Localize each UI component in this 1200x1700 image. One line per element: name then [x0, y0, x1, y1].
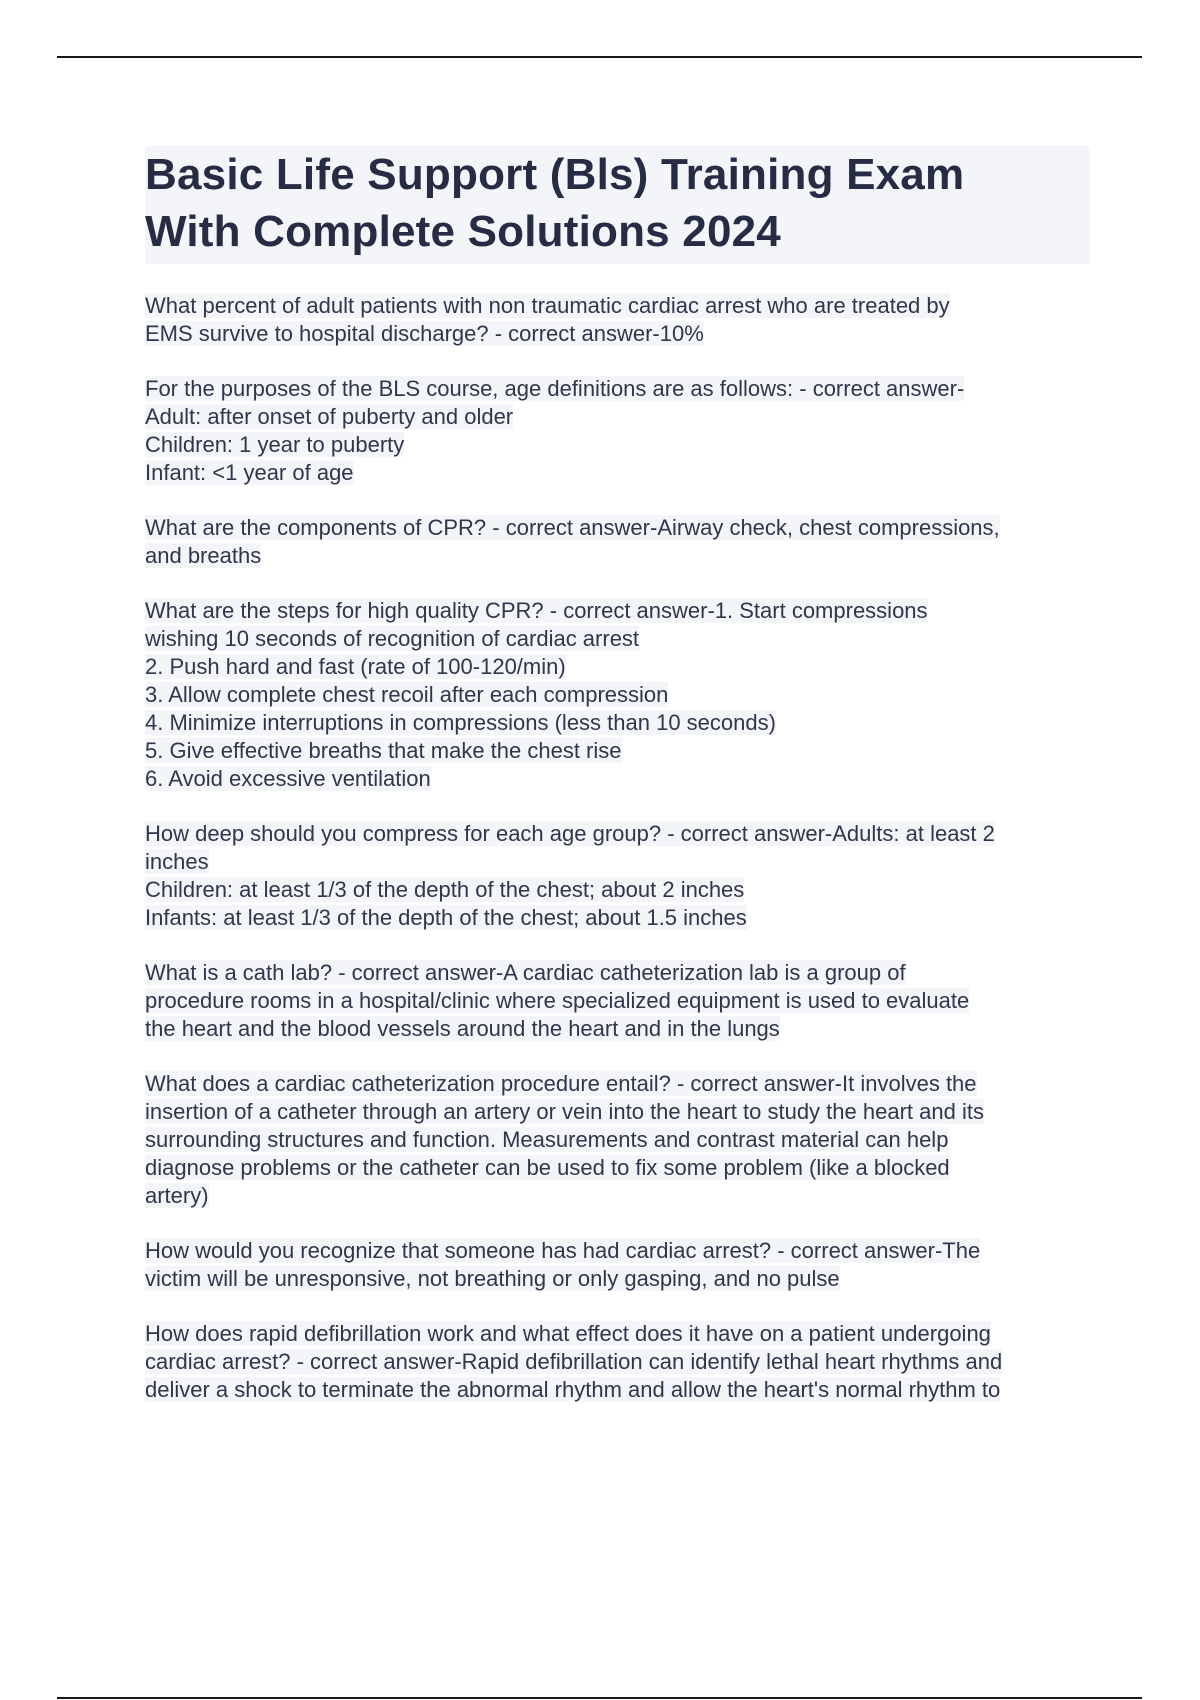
- qa-line: [145, 1070, 1090, 1098]
- qa-line: [145, 597, 1090, 625]
- qa-line: [145, 1265, 1090, 1293]
- qa-item: [145, 514, 1090, 570]
- bottom-rule: [57, 1697, 1142, 1699]
- qa-line-text: the heart and the blood vessels around the heart and in the lungs: [145, 1016, 780, 1041]
- qa-line-text: For the purposes of the BLS course, age definitions are as follows: - correct answer-: [145, 376, 965, 401]
- qa-line-text: 5. Give effective breaths that make the chest rise: [145, 738, 622, 763]
- qa-line: [145, 1237, 1090, 1265]
- qa-line-text: How deep should you compress for each age group? - correct answer-Adults: at least 2: [145, 821, 995, 846]
- qa-line: [145, 320, 1090, 348]
- qa-line: [145, 292, 1090, 320]
- qa-line: [145, 1015, 1090, 1043]
- qa-line-text: Infant: <1 year of age: [145, 460, 354, 485]
- qa-line-text: How would you recognize that someone has had cardiac arrest? - correct answer-The: [145, 1238, 981, 1263]
- qa-line: [145, 959, 1090, 987]
- qa-line: [145, 709, 1090, 737]
- qa-line: [145, 375, 1090, 403]
- qa-item: [145, 820, 1090, 932]
- qa-line: [145, 1348, 1090, 1376]
- qa-line-text: How does rapid defibrillation work and what effect does it have on a patient undergoing: [145, 1321, 991, 1346]
- qa-line-text: Children: at least 1/3 of the depth of the chest; about 2 inches: [145, 877, 745, 902]
- qa-item: [145, 1237, 1090, 1293]
- qa-line: [145, 737, 1090, 765]
- qa-line-text: inches: [145, 849, 209, 874]
- qa-line: [145, 1182, 1090, 1210]
- qa-line-text: and breaths: [145, 543, 262, 568]
- qa-line: [145, 1126, 1090, 1154]
- qa-line-text: EMS survive to hospital discharge? - correct answer-10%: [145, 321, 704, 346]
- qa-line-text: 3. Allow complete chest recoil after each compression: [145, 682, 669, 707]
- qa-line: [145, 542, 1090, 570]
- qa-line-text: Children: 1 year to puberty: [145, 432, 405, 457]
- qa-line: [145, 1320, 1090, 1348]
- qa-item: [145, 959, 1090, 1043]
- qa-line: [145, 876, 1090, 904]
- document-body: [145, 146, 1090, 1431]
- qa-item: [145, 1070, 1090, 1210]
- qa-line: [145, 987, 1090, 1015]
- qa-line: [145, 1098, 1090, 1126]
- qa-line-text: Infants: at least 1/3 of the depth of the chest; about 1.5 inches: [145, 905, 747, 930]
- qa-line: [145, 653, 1090, 681]
- qa-line-text: deliver a shock to terminate the abnormal rhythm and allow the heart's normal rhythm to: [145, 1377, 1001, 1402]
- qa-line-text: What is a cath lab? - correct answer-A cardiac catheterization lab is a group of: [145, 960, 906, 985]
- qa-line-text: cardiac arrest? - correct answer-Rapid defibrillation can identify lethal heart rhythms and: [145, 1349, 1003, 1374]
- top-rule: [57, 56, 1142, 58]
- qa-line-text: victim will be unresponsive, not breathing or only gasping, and no pulse: [145, 1266, 840, 1291]
- qa-line-text: 2. Push hard and fast (rate of 100-120/min): [145, 654, 566, 679]
- qa-line: [145, 1154, 1090, 1182]
- title-line: Basic Life Support (Bls) Training Exam: [145, 150, 965, 199]
- qa-line: [145, 459, 1090, 487]
- qa-line: [145, 765, 1090, 793]
- qa-item: [145, 292, 1090, 348]
- qa-line-text: diagnose problems or the catheter can be used to fix some problem (like a blocked: [145, 1155, 950, 1180]
- qa-line-text: artery): [145, 1183, 209, 1208]
- qa-line: [145, 514, 1090, 542]
- qa-line-text: surrounding structures and function. Measurements and contrast material can help: [145, 1127, 949, 1152]
- qa-line-text: wishing 10 seconds of recognition of cardiac arrest: [145, 626, 640, 651]
- qa-line-text: What does a cardiac catheterization procedure entail? - correct answer-It involves the: [145, 1071, 977, 1096]
- qa-line: [145, 848, 1090, 876]
- document-title: [145, 146, 1090, 264]
- qa-line: [145, 625, 1090, 653]
- qa-line-text: What are the components of CPR? - correct answer-Airway check, chest compressions,: [145, 515, 1000, 540]
- title-line: With Complete Solutions 2024: [145, 207, 781, 256]
- qa-line: [145, 1376, 1090, 1404]
- qa-line: [145, 681, 1090, 709]
- qa-line: [145, 403, 1090, 431]
- qa-line: [145, 431, 1090, 459]
- qa-item: [145, 1320, 1090, 1404]
- qa-line-text: insertion of a catheter through an artery or vein into the heart to study the heart and its: [145, 1099, 984, 1124]
- qa-line: [145, 820, 1090, 848]
- qa-item: [145, 375, 1090, 487]
- qa-line: [145, 904, 1090, 932]
- qa-line-text: What are the steps for high quality CPR? - correct answer-1. Start compressions: [145, 598, 928, 623]
- qa-line-text: What percent of adult patients with non traumatic cardiac arrest who are treated by: [145, 293, 950, 318]
- qa-list: [145, 292, 1090, 1404]
- qa-line-text: 4. Minimize interruptions in compressions (less than 10 seconds): [145, 710, 776, 735]
- qa-item: [145, 597, 1090, 793]
- qa-line-text: 6. Avoid excessive ventilation: [145, 766, 431, 791]
- qa-line-text: Adult: after onset of puberty and older: [145, 404, 514, 429]
- qa-line-text: procedure rooms in a hospital/clinic where specialized equipment is used to evaluate: [145, 988, 970, 1013]
